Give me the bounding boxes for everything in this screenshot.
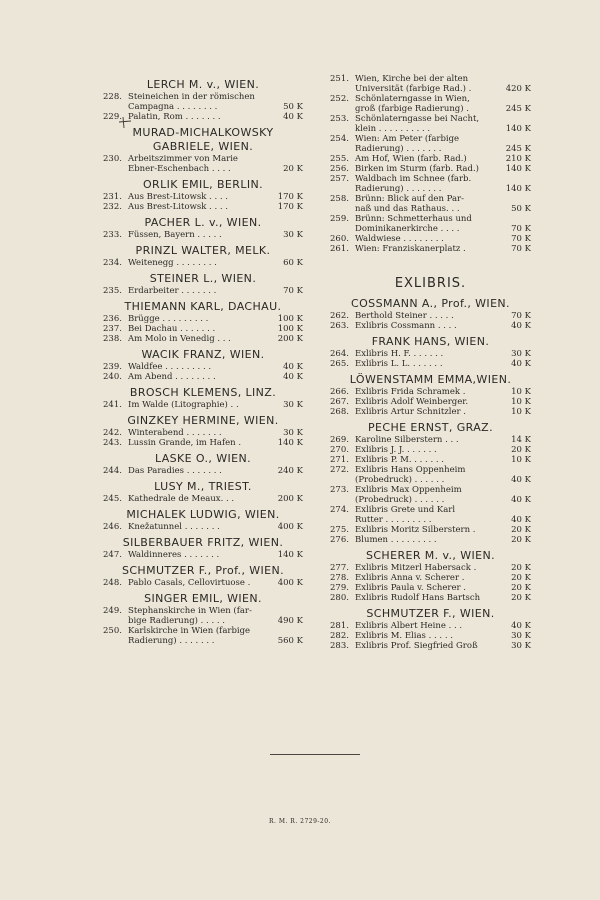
catalog-entry xyxy=(330,154,531,164)
entry-title-line: Pablo Casals, Cellovirtuose . xyxy=(128,578,251,588)
entry-title-line: Waldinneres . . . . . . . xyxy=(128,550,220,560)
catalog-entry xyxy=(103,230,303,240)
entry-title-line: Exlibris Anna v. Scherer . xyxy=(355,573,465,583)
entry-number: 280. xyxy=(330,593,349,603)
artist-heading: THIEMANN KARL, DACHAU. xyxy=(124,300,282,313)
entry-number: 237. xyxy=(103,324,122,334)
entry-title-line: Exlibris Prof. Siegfried Groß xyxy=(355,641,478,651)
artist-heading: BROSCH KLEMENS, LINZ. xyxy=(129,386,277,399)
entry-price: 245 K xyxy=(505,104,531,114)
entry-number: 282. xyxy=(330,631,349,641)
entry-number: 254. xyxy=(330,134,349,144)
entry-number: 266. xyxy=(330,387,349,397)
entry-price: 70 K xyxy=(511,224,531,234)
entry-price: 420 K xyxy=(505,84,531,94)
entry-price: 40 K xyxy=(283,372,303,382)
catalog-entry xyxy=(103,154,303,174)
entry-number: 250. xyxy=(103,626,122,636)
entry-title-line: Winterabend . . . . . . . xyxy=(128,428,222,438)
entry-title-line: Kathedrale de Meaux. . . xyxy=(128,494,235,504)
entry-price: 30 K xyxy=(511,641,531,651)
entry-number: 238. xyxy=(103,334,122,344)
catalog-entry xyxy=(330,465,531,485)
entry-price: 20 K xyxy=(511,535,531,545)
entry-title-line: Brünn: Schmetterhaus und xyxy=(355,214,472,224)
entry-title-line: Aus Brest-Litowsk . . . . xyxy=(128,192,228,202)
entry-title-line: bige Radierung) . . . . . xyxy=(128,616,225,626)
catalog-entry xyxy=(103,626,303,646)
entry-title-line: Lussin Grande, im Hafen . xyxy=(128,438,242,448)
artist-heading: PRINZL WALTER, MELK. xyxy=(135,244,271,257)
entry-number: 281. xyxy=(330,621,349,631)
entry-title-line: Exlibris Frida Schramek . xyxy=(355,387,466,397)
entry-title-line: Aus Brest-Litowsk . . . . xyxy=(128,202,228,212)
artist-heading: MURAD-MICHALKOWSKY xyxy=(132,126,274,139)
entry-number: 270. xyxy=(330,445,349,455)
entry-price: 30 K xyxy=(283,400,303,410)
entry-price: 20 K xyxy=(511,583,531,593)
catalog-entry xyxy=(330,631,531,641)
entry-price: 245 K xyxy=(505,144,531,154)
artist-heading-continued: GABRIELE, WIEN. xyxy=(152,140,254,153)
entry-title-line: Exlibris Grete und Karl xyxy=(355,505,456,515)
catalog-entry xyxy=(330,621,531,631)
catalog-entry xyxy=(330,94,531,114)
catalog-entry xyxy=(103,606,303,626)
catalog-entry xyxy=(330,573,531,583)
entry-price: 20 K xyxy=(511,445,531,455)
entry-number: 261. xyxy=(330,244,349,254)
catalog-entry xyxy=(330,234,531,244)
entry-title-line: Stephanskirche in Wien (far- xyxy=(128,606,252,616)
entry-price: 40 K xyxy=(283,362,303,372)
artist-heading: LASKE O., WIEN. xyxy=(154,452,252,465)
entry-title-line: Universität (farbige Rad.) . xyxy=(355,84,472,94)
catalog-entry xyxy=(330,164,531,174)
artist-heading: PECHE ERNST, GRAZ. xyxy=(368,421,493,434)
exlibris-section-title: EXLIBRIS. xyxy=(394,276,467,291)
entry-price: 140 K xyxy=(277,438,303,448)
entry-number: 259. xyxy=(330,214,349,224)
entry-title-line: Waldbach im Schnee (farb. xyxy=(355,174,472,184)
artist-heading: STEINER L., WIEN. xyxy=(149,272,257,285)
catalog-entry xyxy=(103,550,303,560)
entry-title-line: Am Molo in Venedig . . . xyxy=(128,334,231,344)
catalog-entry xyxy=(330,455,531,465)
catalog-entry xyxy=(330,214,531,234)
artist-heading: PACHER L. v., WIEN. xyxy=(144,216,262,229)
entry-title-line: Knežatunnel . . . . . . . xyxy=(128,522,220,532)
entry-price: 70 K xyxy=(511,234,531,244)
entry-number: 239. xyxy=(103,362,122,372)
entry-price: 140 K xyxy=(277,550,303,560)
catalog-entry xyxy=(103,92,303,112)
entry-price: 40 K xyxy=(511,475,531,485)
catalog-entry xyxy=(330,505,531,525)
entry-price: 560 K xyxy=(277,636,303,646)
entry-price: 60 K xyxy=(283,258,303,268)
catalog-entry xyxy=(103,494,303,504)
right-column-continued-entries xyxy=(330,74,531,254)
artist-heading: ORLIK EMIL, BERLIN. xyxy=(142,178,264,191)
entry-price: 20 K xyxy=(511,563,531,573)
entry-title-line: Exlibris Max Oppenheim xyxy=(355,485,462,495)
entry-number: 274. xyxy=(330,505,349,515)
entry-price: 40 K xyxy=(511,359,531,369)
entry-number: 228. xyxy=(103,92,122,102)
catalog-entry xyxy=(103,400,303,410)
catalog-entry xyxy=(103,428,303,438)
entry-title-line: Erdarbeiter . . . . . . . xyxy=(128,286,217,296)
entry-title-line: (Probedruck) . . . . . . xyxy=(355,475,445,485)
entry-number: 262. xyxy=(330,311,349,321)
entry-number: 263. xyxy=(330,321,349,331)
artist-heading: GINZKEY HERMINE, WIEN. xyxy=(127,414,279,427)
entry-number: 229. xyxy=(103,112,122,122)
entry-price: 70 K xyxy=(283,286,303,296)
entry-number: 242. xyxy=(103,428,122,438)
entry-title-line: Schönlaterngasse in Wien, xyxy=(355,94,470,104)
entry-number: 271. xyxy=(330,455,349,465)
artist-heading: SINGER EMIL, WIEN. xyxy=(144,592,262,605)
entry-number: 275. xyxy=(330,525,349,535)
catalog-entry xyxy=(330,593,531,603)
entry-price: 20 K xyxy=(511,593,531,603)
entry-price: 30 K xyxy=(283,428,303,438)
entry-title-line: Karoline Silberstern . . . xyxy=(355,435,459,445)
entry-title-line: Exlibris Cossmann . . . . xyxy=(355,321,457,331)
entry-number: 251. xyxy=(330,74,349,84)
catalog-entry xyxy=(103,362,303,372)
artist-heading: FRANK HANS, WIEN. xyxy=(371,335,490,348)
entry-number: 230. xyxy=(103,154,122,164)
entry-number: 264. xyxy=(330,349,349,359)
entry-price: 10 K xyxy=(511,397,531,407)
entry-title-line: Bei Dachau . . . . . . . xyxy=(128,324,216,334)
entry-title-line: Exlibris Albert Heine . . . xyxy=(355,621,463,631)
entry-title-line: Wien, Kirche bei der alten xyxy=(355,74,469,84)
catalog-entry xyxy=(103,578,303,588)
catalog-entry xyxy=(103,334,303,344)
entry-number: 278. xyxy=(330,573,349,583)
catalog-entry xyxy=(330,397,531,407)
entry-price: 20 K xyxy=(283,164,303,174)
entry-title-line: Radierung) . . . . . . . xyxy=(355,184,442,194)
catalog-entry xyxy=(103,466,303,476)
entry-price: 40 K xyxy=(511,621,531,631)
entry-number: 235. xyxy=(103,286,122,296)
catalog-entry xyxy=(103,286,303,296)
artist-heading: WACIK FRANZ, WIEN. xyxy=(141,348,265,361)
entry-title-line: Am Abend . . . . . . . . xyxy=(128,372,216,382)
entry-title-line: Steineichen in der römischen xyxy=(128,92,255,102)
entry-price: 20 K xyxy=(511,573,531,583)
entry-price: 140 K xyxy=(505,164,531,174)
entry-title-line: Brügge . . . . . . . . . xyxy=(128,314,209,324)
entry-title-line: Ebner-Eschenbach . . . . xyxy=(128,164,231,174)
entry-title-line: Exlibris P. M. . . . . . . xyxy=(355,455,444,465)
catalog-entry xyxy=(330,583,531,593)
entry-number: 283. xyxy=(330,641,349,651)
entry-number: 268. xyxy=(330,407,349,417)
entry-number: 257. xyxy=(330,174,349,184)
catalog-entry xyxy=(330,74,531,94)
catalog-entry xyxy=(330,174,531,194)
entry-title-line: Am Hof, Wien (farb. Rad.) xyxy=(355,154,467,164)
catalog-entry xyxy=(330,387,531,397)
entry-price: 70 K xyxy=(511,311,531,321)
entry-price: 10 K xyxy=(511,455,531,465)
catalog-entry xyxy=(330,134,531,154)
entry-price: 50 K xyxy=(283,102,303,112)
entry-title-line: Exlibris Mitzerl Habersack . xyxy=(355,563,477,573)
entry-price: 100 K xyxy=(277,324,303,334)
entry-title-line: Weitenegg . . . . . . . . xyxy=(128,258,217,268)
catalog-entry xyxy=(103,202,303,212)
artist-heading: LÖWENSTAMM EMMA,WIEN. xyxy=(349,373,512,386)
entry-title-line: naß und das Rathaus. . . xyxy=(355,204,460,214)
entry-price: 400 K xyxy=(277,578,303,588)
entry-number: 240. xyxy=(103,372,122,382)
exlibris-list xyxy=(330,297,531,651)
catalog-entry xyxy=(330,349,531,359)
entry-price: 210 K xyxy=(505,154,531,164)
entry-number: 244. xyxy=(103,466,122,476)
entry-price: 50 K xyxy=(511,204,531,214)
entry-number: 245. xyxy=(103,494,122,504)
printer-footer: R. M. R. 2729-20. xyxy=(269,818,331,825)
artist-heading: SCHMUTZER F., Prof., WIEN. xyxy=(121,564,285,577)
entry-number: 258. xyxy=(330,194,349,204)
entry-number: 232. xyxy=(103,202,122,212)
entry-title-line: Campagna . . . . . . . . xyxy=(128,102,218,112)
entry-price: 200 K xyxy=(277,334,303,344)
entry-price: 10 K xyxy=(511,407,531,417)
closing-rule xyxy=(270,754,360,755)
artist-heading: LUSY M., TRIEST. xyxy=(154,480,252,493)
catalog-entry xyxy=(330,311,531,321)
entry-number: 273. xyxy=(330,485,349,495)
entry-price: 30 K xyxy=(283,230,303,240)
catalog-entry xyxy=(330,244,531,254)
entry-price: 170 K xyxy=(277,202,303,212)
catalog-entry xyxy=(330,321,531,331)
entry-price: 490 K xyxy=(277,616,303,626)
entry-title-line: Berthold Steiner . . . . . xyxy=(355,311,454,321)
entry-title-line: Dominikanerkirche . . . . xyxy=(355,224,460,234)
entry-price: 30 K xyxy=(511,349,531,359)
entry-title-line: Das Paradies . . . . . . . xyxy=(128,466,222,476)
entry-title-line: Wien: Franziskanerplatz . xyxy=(355,244,466,254)
entry-title-line: Karlskirche in Wien (farbige xyxy=(128,626,251,636)
catalog-entry xyxy=(330,563,531,573)
entry-title-line: Exlibris Adolf Weinberger. xyxy=(355,397,469,407)
entry-title-line: Schönlaterngasse bei Nacht, xyxy=(355,114,480,124)
entry-number: 233. xyxy=(103,230,122,240)
entry-title-line: Exlibris Artur Schnitzler . xyxy=(355,407,466,417)
catalog-entry xyxy=(330,445,531,455)
artist-heading: MICHALEK LUDWIG, WIEN. xyxy=(126,508,280,521)
artist-heading: COSSMANN A., Prof., WIEN. xyxy=(351,297,510,310)
entry-title-line: Radierung) . . . . . . . xyxy=(355,144,442,154)
entry-number: 231. xyxy=(103,192,122,202)
entry-title-line: Brünn: Blick auf den Par- xyxy=(355,194,464,204)
entry-price: 40 K xyxy=(511,495,531,505)
entry-number: 279. xyxy=(330,583,349,593)
entry-number: 267. xyxy=(330,397,349,407)
entry-price: 400 K xyxy=(277,522,303,532)
entry-number: 265. xyxy=(330,359,349,369)
right-column xyxy=(330,74,531,651)
entry-number: 256. xyxy=(330,164,349,174)
entry-number: 269. xyxy=(330,435,349,445)
entry-number: 247. xyxy=(103,550,122,560)
entry-title-line: Wien: Am Peter (farbige xyxy=(355,134,460,144)
entry-price: 40 K xyxy=(511,321,531,331)
entry-title-line: Im Walde (Litographie) . . xyxy=(128,400,239,410)
entry-title-line: Exlibris Paula v. Scherer . xyxy=(355,583,466,593)
entry-title-line: Blumen . . . . . . . . . xyxy=(355,535,437,545)
entry-title-line: Palatin, Rom . . . . . . . xyxy=(128,112,221,122)
entry-number: 246. xyxy=(103,522,122,532)
left-column xyxy=(103,74,303,646)
artist-heading: SCHMUTZER F., WIEN. xyxy=(366,607,495,620)
entry-title-line: Exlibris Moritz Silberstern . xyxy=(355,525,476,535)
entry-number: 255. xyxy=(330,154,349,164)
entry-title-line: Exlibris Rudolf Hans Bartsch xyxy=(355,593,481,603)
catalog-entry xyxy=(103,438,303,448)
entry-number: 277. xyxy=(330,563,349,573)
catalog-entry xyxy=(103,258,303,268)
entry-number: 272. xyxy=(330,465,349,475)
entry-price: 140 K xyxy=(505,124,531,134)
entry-number: 236. xyxy=(103,314,122,324)
entry-price: 40 K xyxy=(511,515,531,525)
catalog-entry xyxy=(103,314,303,324)
catalog-entry xyxy=(330,359,531,369)
entry-number: 243. xyxy=(103,438,122,448)
entry-price: 70 K xyxy=(511,244,531,254)
catalog-entry xyxy=(103,522,303,532)
entry-price: 30 K xyxy=(511,631,531,641)
entry-price: 200 K xyxy=(277,494,303,504)
entry-title-line: Exlibris M. Elias . . . . . xyxy=(355,631,453,641)
entry-title-line: Waldwiese . . . . . . . . xyxy=(355,234,444,244)
entry-title-line: Birken im Sturm (farb. Rad.) xyxy=(355,164,479,174)
entry-price: 14 K xyxy=(511,435,531,445)
catalog-entry xyxy=(103,372,303,382)
catalog-entry xyxy=(330,525,531,535)
catalog-entry xyxy=(330,407,531,417)
catalog-entry xyxy=(103,112,303,122)
entry-number: 249. xyxy=(103,606,122,616)
catalog-entry xyxy=(330,194,531,214)
catalog-entry xyxy=(103,324,303,334)
entry-title-line: Exlibris J. J. . . . . . . xyxy=(355,445,437,455)
entry-title-line: Arbeitszimmer von Marie xyxy=(128,154,238,164)
entry-title-line: Waldfee . . . . . . . . . xyxy=(128,362,212,372)
entry-title-line: groß (farbige Radierung) . xyxy=(355,104,469,114)
entry-title-line: Exlibris Hans Oppenheim xyxy=(355,465,466,475)
catalog-entry xyxy=(103,192,303,202)
entry-title-line: Exlibris H. F. . . . . . . xyxy=(355,349,444,359)
entry-price: 140 K xyxy=(505,184,531,194)
entry-number: 276. xyxy=(330,535,349,545)
entry-price: 40 K xyxy=(283,112,303,122)
entry-title-line: (Probedruck) . . . . . . xyxy=(355,495,445,505)
artist-heading: LERCH M. v., WIEN. xyxy=(146,78,260,91)
catalog-entry xyxy=(330,485,531,505)
entry-number: 248. xyxy=(103,578,122,588)
entry-number: 241. xyxy=(103,400,122,410)
catalog-entry xyxy=(330,641,531,651)
artist-heading: SILBERBAUER FRITZ, WIEN. xyxy=(122,536,284,549)
entry-number: 252. xyxy=(330,94,349,104)
entry-title-line: klein . . . . . . . . . . xyxy=(355,124,431,134)
entry-title-line: Radierung) . . . . . . . xyxy=(128,636,215,646)
entry-price: 100 K xyxy=(277,314,303,324)
entry-price: 240 K xyxy=(277,466,303,476)
entry-price: 20 K xyxy=(511,525,531,535)
catalog-entry xyxy=(330,435,531,445)
entry-title-line: Füssen, Bayern . . . . . xyxy=(128,230,222,240)
entry-price: 10 K xyxy=(511,387,531,397)
entry-title-line: Rutter . . . . . . . . . xyxy=(355,515,432,525)
artist-heading: SCHERER M. v., WIEN. xyxy=(365,549,496,562)
catalog-entry xyxy=(330,114,531,134)
entry-number: 253. xyxy=(330,114,349,124)
entry-number: 260. xyxy=(330,234,349,244)
entry-price: 170 K xyxy=(277,192,303,202)
entry-number: 234. xyxy=(103,258,122,268)
catalog-entry xyxy=(330,535,531,545)
entry-title-line: Exlibris L. L. . . . . . . xyxy=(355,359,443,369)
